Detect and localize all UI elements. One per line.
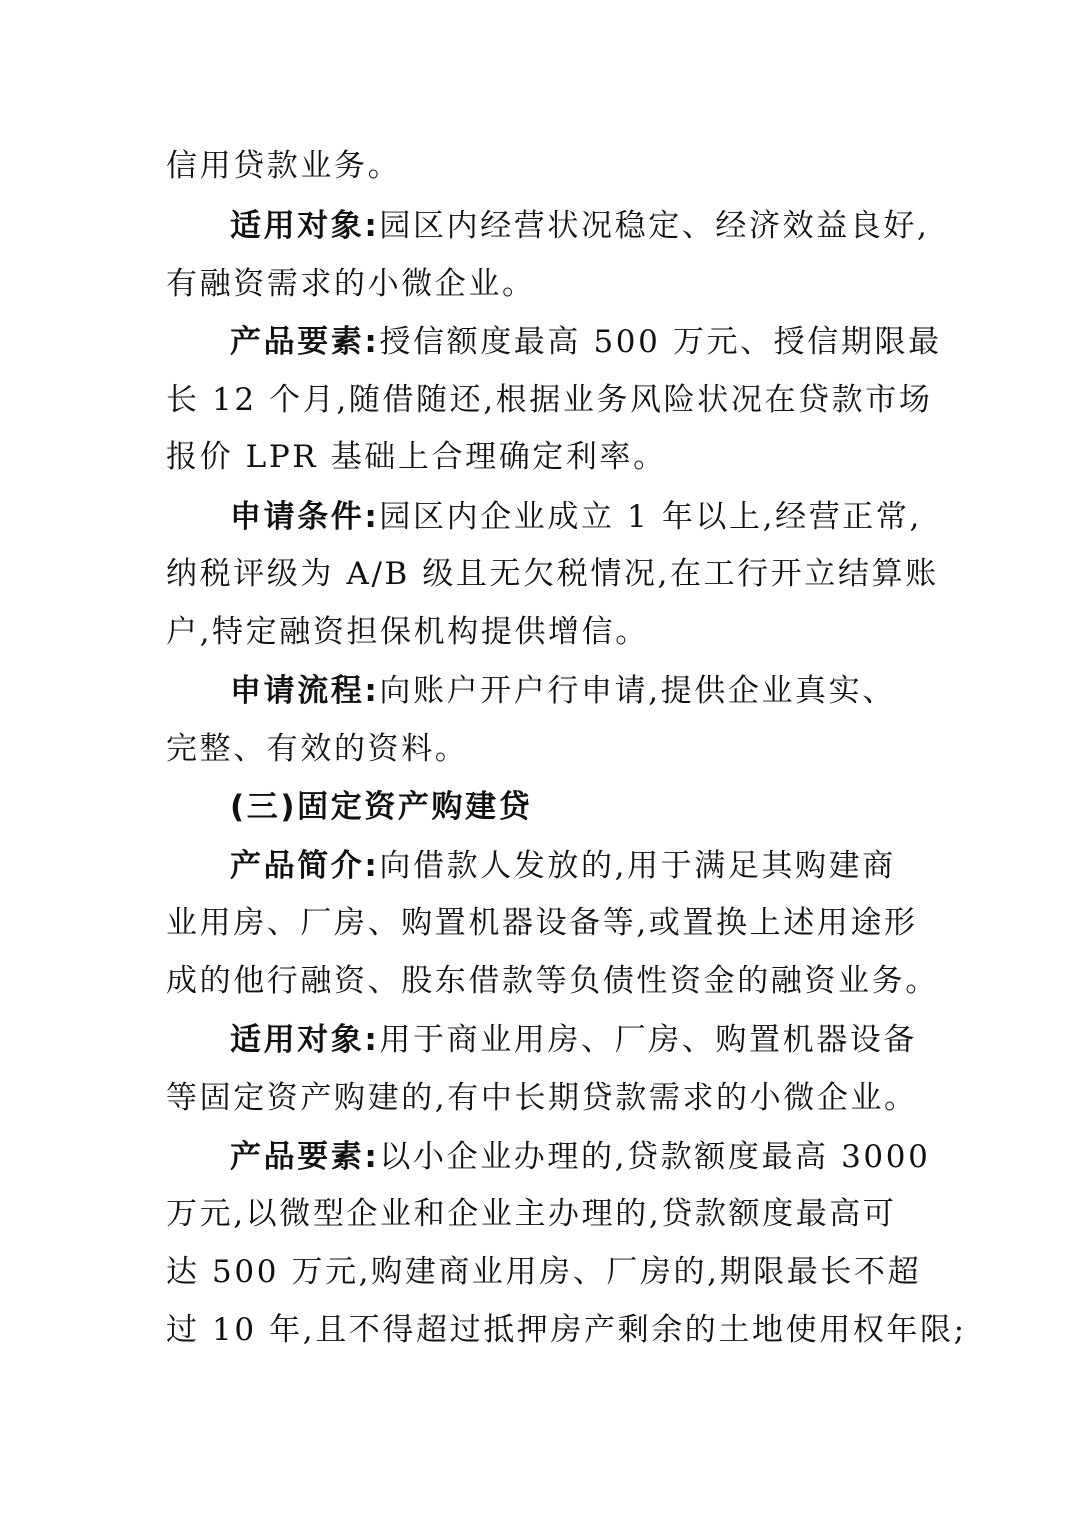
body-text: 园区内经营状况稳定、经济效益良好,	[379, 208, 930, 244]
text-line	[166, 903, 918, 943]
paragraph-label: 产品要素:	[230, 324, 380, 360]
body-text: 向借款人发放的,用于满足其购建商	[379, 848, 896, 884]
text-line	[166, 437, 667, 477]
paragraph-application-process	[230, 671, 896, 711]
body-text: 用于商业用房、厂房、购置机器设备	[379, 1022, 918, 1058]
paragraph-target-audience	[230, 206, 929, 246]
body-text: 万元,以微型企业和企业主办理的,贷款额度最高可	[166, 1196, 897, 1232]
text-line	[166, 729, 468, 769]
paragraph-product-elements	[230, 1137, 930, 1177]
text-line	[166, 1252, 921, 1292]
text-line	[166, 1194, 897, 1234]
text-line	[166, 961, 939, 1001]
paragraph-label: 产品要素:	[230, 1139, 380, 1175]
paragraph-label: 适用对象:	[230, 208, 380, 244]
body-text: 向账户开户行申请,提供企业真实、	[379, 673, 896, 709]
body-text: 完整、有效的资料。	[166, 731, 469, 767]
paragraph-target-audience	[230, 1020, 917, 1060]
paragraph-product-intro	[230, 846, 896, 886]
body-text: 过 10 年,且不得超过抵押房产剩余的土地使用权年限;	[166, 1312, 967, 1348]
body-text: 长 12 个月,随借随还,根据业务风险状况在贷款市场	[166, 382, 933, 418]
body-text: 达 500 万元,购建商业用房、厂房的,期限最长不超	[166, 1254, 922, 1290]
paragraph-label: 适用对象:	[230, 1022, 380, 1058]
body-text: 业用房、厂房、购置机器设备等,或置换上述用途形	[166, 905, 918, 941]
section-heading: (三)固定资产购建贷	[230, 789, 533, 825]
paragraph-application-conditions	[230, 497, 922, 537]
text-line	[166, 1310, 967, 1350]
body-text: 纳税评级为 A/B 级且无欠税情况,在工行开立结算账	[166, 556, 939, 592]
text-line	[166, 264, 536, 304]
body-text: 等固定资产购建的,有中长期贷款需求的小微企业。	[166, 1080, 918, 1116]
body-text: 成的他行融资、股东借款等负债性资金的融资业务。	[166, 963, 939, 999]
body-text: 报价 LPR 基础上合理确定利率。	[166, 439, 667, 475]
paragraph-label: 产品简介:	[230, 848, 380, 884]
text-line	[166, 1078, 918, 1118]
text-line	[166, 554, 939, 594]
body-text: 户,特定融资担保机构提供增信。	[166, 614, 649, 650]
body-text: 信用贷款业务。	[166, 148, 402, 184]
paragraph-label: 申请流程:	[230, 673, 380, 709]
body-text: 以小企业办理的,贷款额度最高 3000	[379, 1139, 931, 1175]
text-line	[166, 146, 401, 186]
text-line	[166, 612, 649, 652]
body-text: 有融资需求的小微企业。	[166, 266, 536, 302]
text-line	[166, 380, 932, 420]
body-text: 园区内企业成立 1 年以上,经营正常,	[379, 499, 922, 535]
body-text: 授信额度最高 500 万元、授信期限最	[379, 324, 942, 360]
paragraph-product-elements	[230, 322, 942, 362]
paragraph-label: 申请条件:	[230, 499, 380, 535]
